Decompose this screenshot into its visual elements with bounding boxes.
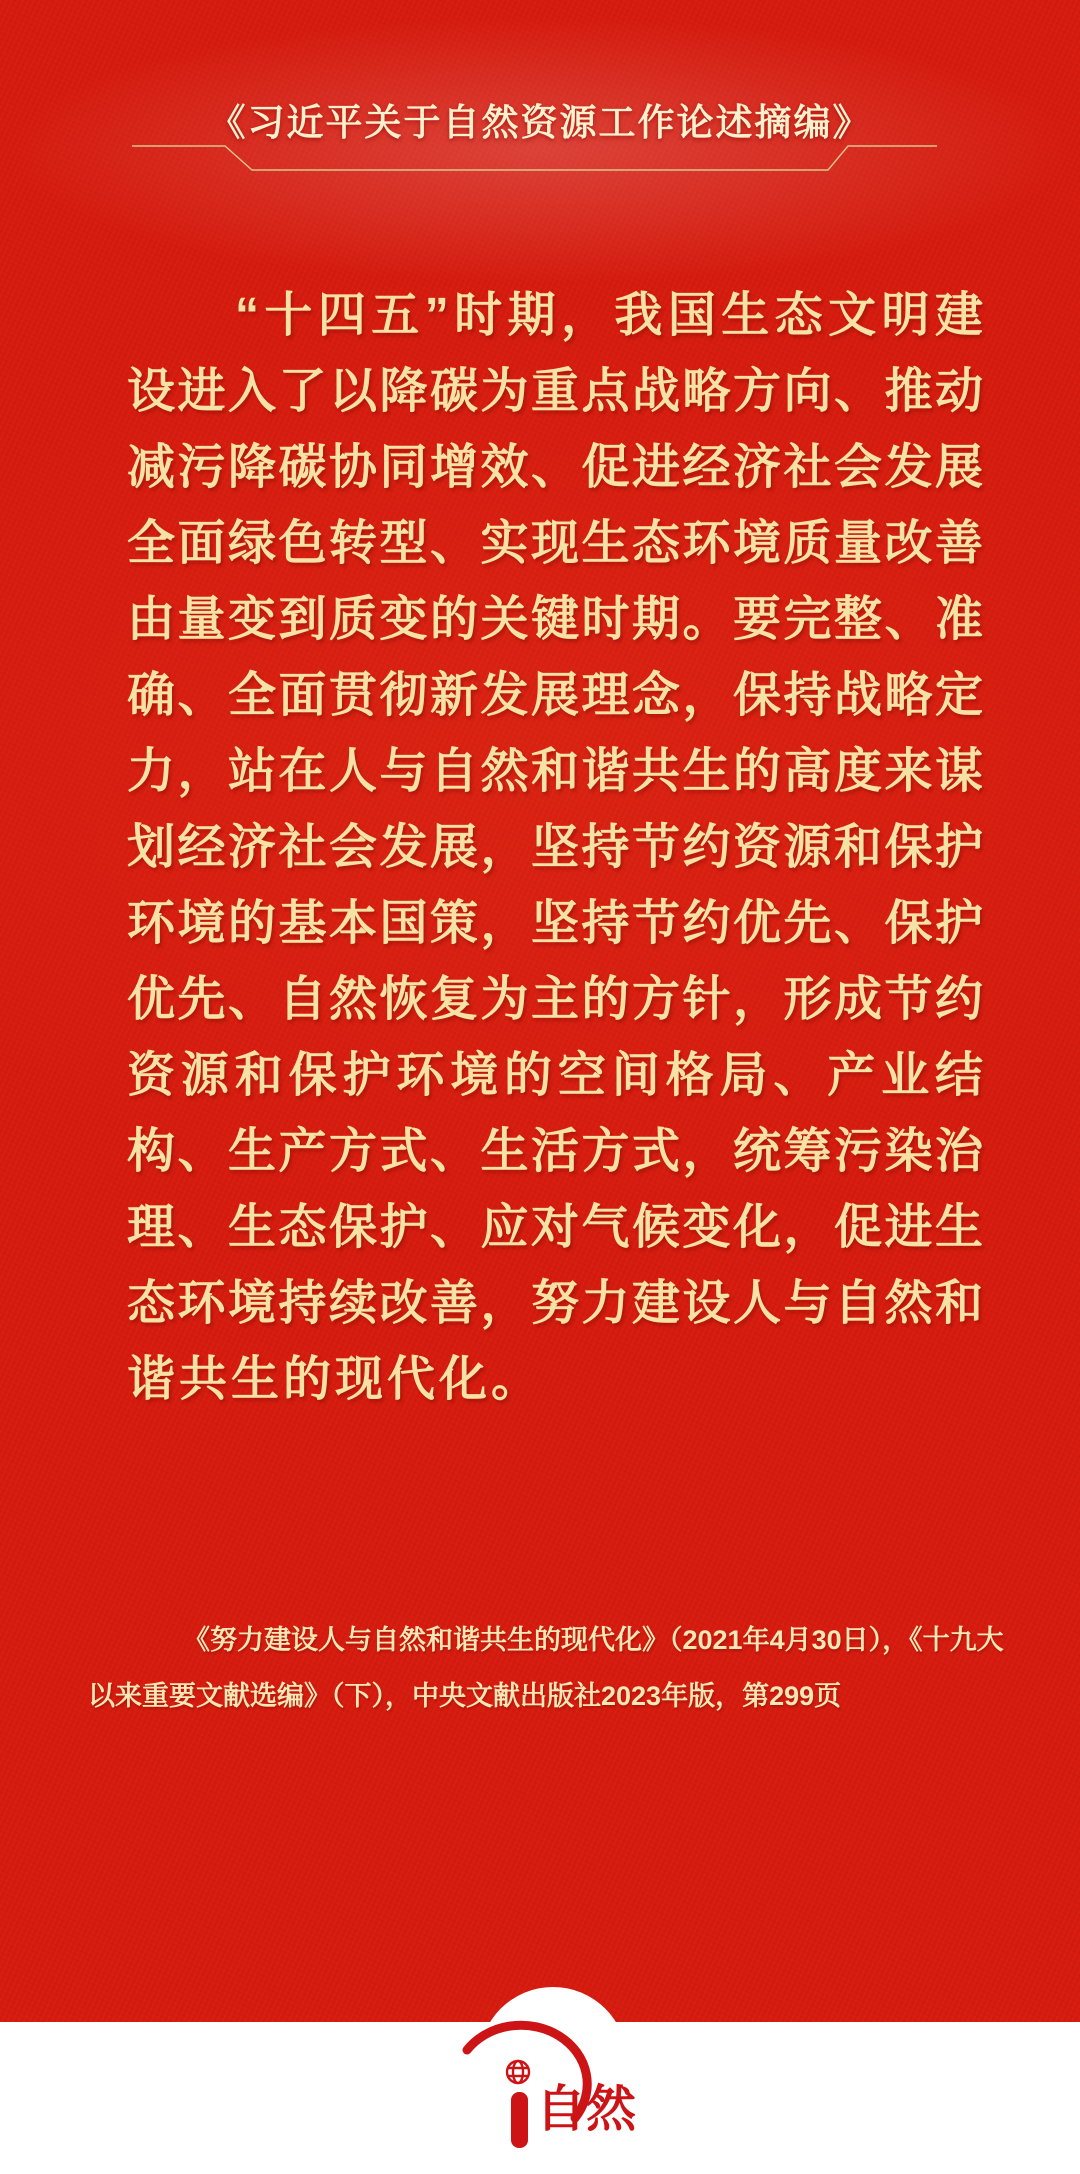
quote-line: 环境的基本国策，坚持节约优先、保护 (127, 897, 983, 950)
citation-line-1: 《努力建设人与自然和谐共生的现代化》（2021年4月30日），《十九大 (183, 1625, 1004, 1655)
page-title: 《习近平关于自然资源工作论述摘编》 (208, 102, 872, 143)
quote-line: 减污降碳协同增效、促进经济社会发展 (127, 441, 983, 494)
quote-line: 态环境持续改善，努力建设人与自然和 (127, 1277, 983, 1330)
quote-line: 设进入了以降碳为重点战略方向、推动 (127, 365, 983, 418)
quote-line: 确、全面贯彻新发展理念，保持战略定 (127, 669, 983, 722)
citation (88, 1612, 1004, 1724)
quote-line: 由量变到质变的关键时期。要完整、准 (127, 593, 983, 646)
logo-text: 自然 (536, 2081, 636, 2137)
inature-logo (440, 1985, 660, 2170)
quote-line: 理、生态保护、应对气候变化，促进生 (127, 1201, 983, 1254)
quote-body (127, 278, 983, 1418)
quote-line: 全面绿色转型、实现生态环境质量改善 (127, 517, 983, 570)
quote-line: 资源和保护环境的空间格局、产业结 (127, 1049, 983, 1102)
quote-line: 划经济社会发展，坚持节约资源和保护 (127, 821, 983, 874)
quote-line: 构、生产方式、生活方式，统筹污染治 (127, 1125, 983, 1178)
citation-line-2: 以来重要文献选编》（下），中央文献出版社2023年版，第299页 (88, 1681, 842, 1711)
logo-i-bar (511, 2092, 528, 2148)
quote-line: 谐共生的现代化。 (127, 1353, 544, 1406)
globe-icon (507, 2061, 529, 2083)
quote-line: 力，站在人与自然和谐共生的高度来谋 (127, 745, 983, 798)
quote-line: 优先、自然恢复为主的方针，形成节约 (127, 973, 983, 1026)
quote-line: “十四五”时期，我国生态文明建 (235, 289, 983, 342)
